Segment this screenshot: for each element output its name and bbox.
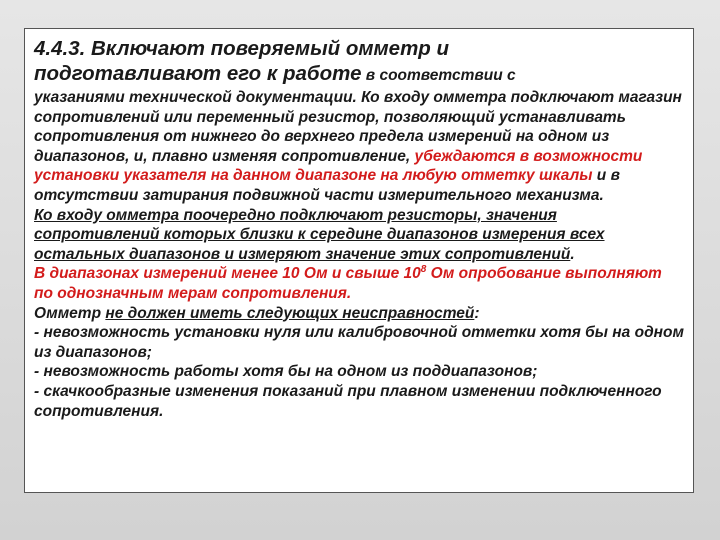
paragraph-1-text: указаниями технической документации. Ко входу омметра подключают магазин сопротивлений или переменный резистор, позволяющий устанавливать сопротивления от нижнего до верхнего предела измерений на одном из диапазонов, и, плавно изменяя сопротивление, [34, 89, 682, 165]
paragraph-1-tail: и в отсутствии затирания подвижной части измерительного механизма. [34, 167, 620, 204]
heading-line-2: подготавливают его к работе [34, 62, 362, 85]
fault-item-2: - невозможность работы хотя бы на одном из поддиапазонов; [34, 363, 538, 381]
paragraph-4-start: Омметр [34, 304, 106, 322]
fault-item-3: - скачкообразные изменения показаний при плавном изменении подключенного сопротивления. [34, 382, 662, 420]
paragraph-3-tail: Ом опробование выполняют по однозначным мерам сопротивления. [34, 265, 662, 302]
paragraph-2-underlined: Ко входу омметра поочередно подключают резисторы, значения сопротивлений которых близки к середине диапазонов измерения всех остальных диапазонов и измеряют значение этих сопротивлений [34, 206, 605, 263]
paragraph-4-end: : [474, 304, 480, 322]
fault-item-1: - невозможность установки нуля или калибровочной отметки хотя бы на одном из диапазонов; [34, 324, 684, 361]
paragraph-3-exponent: 8 [420, 264, 427, 276]
heading-line-1: 4.4.3. Включают поверяемый омметр и [34, 37, 450, 60]
paragraph-1-highlight: убеждаются в возможности установки указателя на данном диапазоне на любую отметку шкалы [34, 147, 643, 185]
body-paragraphs [34, 88, 685, 421]
heading-line-2-tail: в соответствии с [361, 67, 516, 84]
paragraph-3-text: В диапазонах измерений менее 10 Ом и свыше 10 [34, 265, 421, 283]
section-heading [34, 36, 685, 88]
slide-text-panel [24, 28, 694, 493]
paragraph-2-end: . [570, 245, 575, 263]
paragraph-4-underlined: не должен иметь следующих неисправностей [105, 304, 475, 322]
